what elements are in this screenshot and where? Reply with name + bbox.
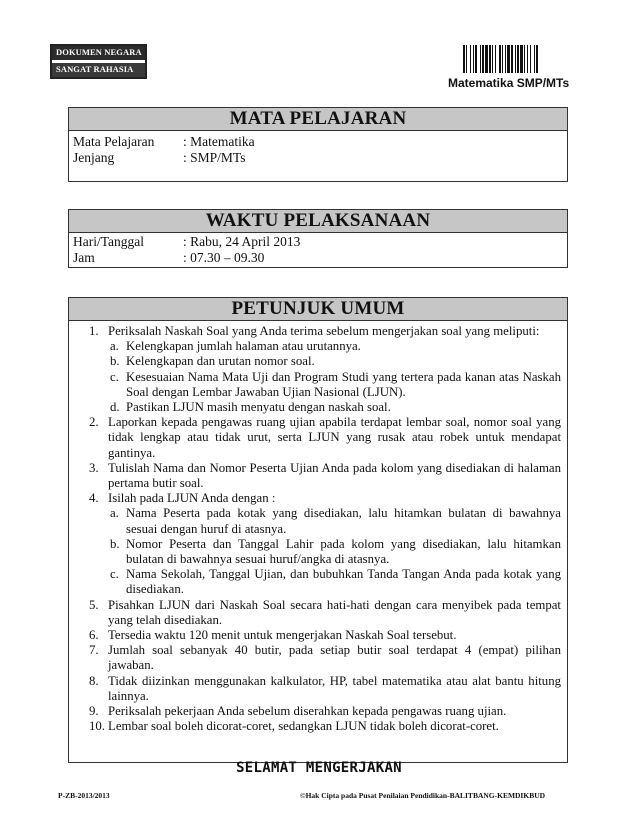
sub-text: Pastikan LJUN masih menyatu dengan naskah soal.	[126, 400, 391, 415]
item-text: Jumlah soal sebanyak 40 butir, pada setiap butir soal terdapat 4 (empat) pilihan jawaban.	[108, 643, 561, 673]
sub-text: Kelengkapan jumlah halaman atau urutannya.	[126, 339, 361, 354]
waktu-heading: WAKTU PELAKSANAAN	[69, 210, 567, 233]
item-number: 5.	[89, 597, 99, 612]
sub-item	[108, 370, 561, 400]
petunjuk-umum-box	[68, 297, 568, 763]
item-text: Tidak diizinkan menggunakan kalkulator, HP, tabel matematika atau alat bantu hitung lainnya.	[108, 673, 561, 703]
item-text: Tulislah Nama dan Nomor Peserta Ujian Anda pada kolom yang disediakan di halaman pertama butir soal.	[108, 460, 561, 491]
sub-item	[108, 339, 561, 354]
barcode-bar	[524, 45, 525, 73]
item-text: Periksalah Naskah Soal yang Anda terima sebelum mengerjakan soal yang meliputi:	[108, 324, 540, 338]
copyright-notice: ©Hak Cipta pada Pusat Penilaian Pendidikan-BALITBANG-KEMDIKBUD	[300, 791, 546, 800]
item-number: 7.	[89, 643, 99, 658]
instruction-item	[69, 415, 561, 461]
item-text: Laporkan kepada pengawas ruang ujian apabila terdapat lembar soal, nomor soal yang tidak lengkap atau tidak urut, serta LJUN yang rusak atau robek untuk mendapat gantinya.	[108, 415, 561, 460]
barcode-bar	[515, 45, 516, 73]
barcode-bar	[463, 45, 465, 73]
item-number: 6.	[89, 628, 99, 643]
subject-tag: Matematika SMP/MTs	[448, 76, 570, 90]
sub-text: Kesesuaian Nama Mata Uji dan Program Studi yang tertera pada kanan atas Naskah Soal dengan Lembar Jawaban Ujian Nasional (LJUN).	[126, 369, 561, 399]
instruction-item	[69, 598, 561, 628]
classification-stamp	[50, 44, 147, 79]
info-row	[69, 234, 567, 250]
sub-text: Nama Peserta pada kotak yang disediakan, lalu hitamkan bulatan di bawahnya sesuai dengan huruf di atasnya.	[126, 506, 561, 536]
info-value: : Matematika	[183, 134, 255, 149]
sub-text: Kelengkapan dan urutan nomor soal.	[126, 354, 315, 369]
instruction-item	[69, 324, 561, 415]
info-key: Jam	[73, 250, 95, 265]
barcode-bar	[495, 45, 496, 73]
item-text: Periksalah pekerjaan Anda sebelum diserahkan kepada pengawas ruang ujian.	[108, 704, 507, 719]
instruction-item	[69, 674, 561, 704]
waktu-pelaksanaan-box	[68, 209, 568, 268]
barcode-bar	[470, 45, 471, 73]
sub-letter: b.	[110, 354, 120, 369]
barcode-bar	[505, 45, 506, 73]
mata-pelajaran-box	[68, 107, 568, 182]
sub-item	[108, 354, 561, 369]
barcode-bar	[480, 45, 481, 73]
sub-letter: c.	[110, 369, 119, 384]
sub-text: Nomor Peserta dan Tanggal Lahir pada kolom yang disediakan, lalu hitamkan bulatan di bawahnya sesuai huruf/angka di atasnya.	[126, 536, 561, 567]
instruction-item	[69, 461, 561, 491]
barcode-bar	[485, 45, 488, 73]
instruction-item	[69, 704, 561, 719]
barcode-bar	[520, 45, 523, 73]
instruction-item	[69, 719, 561, 734]
barcode-bar	[502, 45, 503, 73]
info-key: Hari/Tanggal	[73, 234, 145, 249]
sub-list	[108, 506, 561, 597]
petunjuk-heading: PETUNJUK UMUM	[69, 298, 567, 321]
sub-letter: a.	[110, 339, 119, 354]
barcode-image	[463, 45, 587, 73]
barcode-bar	[517, 45, 519, 73]
info-key: Mata Pelajaran	[73, 134, 155, 149]
barcode-bar	[507, 45, 510, 73]
info-row	[69, 250, 567, 266]
item-text: Pisahkan LJUN dari Naskah Soal secara hati-hati dengan cara menyibek pada tempat yang telah disediakan.	[108, 597, 561, 627]
closing-greeting: SELAMAT MENGERJAKAN	[236, 760, 402, 776]
item-number: 10.	[89, 719, 105, 734]
info-value: : SMP/MTs	[183, 150, 246, 165]
stamp-line-2: SANGAT RAHASIA	[56, 64, 134, 74]
sub-item	[108, 537, 561, 567]
sub-item	[108, 506, 561, 536]
info-row	[69, 150, 567, 166]
barcode-bar	[527, 45, 528, 73]
instruction-item	[69, 491, 561, 597]
sub-letter: c.	[110, 567, 119, 582]
barcode-bar	[499, 45, 501, 73]
barcode-bar	[492, 45, 493, 73]
item-text: Lembar soal boleh dicorat-coret, sedangkan LJUN tidak boleh dicorat-coret.	[108, 719, 499, 734]
barcode-bar	[466, 45, 467, 73]
document-code: P-ZB-2013/2013	[58, 791, 110, 800]
info-key: Jenjang	[73, 150, 115, 165]
info-row	[69, 134, 567, 150]
item-number: 2.	[89, 415, 99, 430]
barcode-bar	[482, 45, 484, 73]
barcode-bar	[475, 45, 477, 73]
item-number: 3.	[89, 460, 99, 475]
sub-letter: d.	[110, 400, 120, 415]
sub-item	[108, 567, 561, 597]
item-number: 1.	[89, 324, 99, 338]
info-value: : Rabu, 24 April 2013	[183, 234, 301, 249]
sub-letter: b.	[110, 536, 120, 551]
instruction-item	[69, 628, 561, 643]
item-number: 9.	[89, 704, 99, 719]
barcode-bar	[534, 45, 535, 73]
stamp-line-1: DOKUMEN NEGARA	[52, 46, 145, 63]
barcode-bar	[473, 45, 474, 73]
barcode-bar	[530, 45, 531, 73]
barcode-bar	[489, 45, 491, 73]
sub-letter: a.	[110, 506, 119, 521]
barcode-bar	[511, 45, 513, 73]
barcode-bar	[536, 45, 538, 73]
instruction-list	[69, 321, 567, 734]
instruction-item	[69, 643, 561, 673]
mata-pelajaran-heading: MATA PELAJARAN	[69, 108, 567, 131]
sub-list	[108, 339, 561, 415]
item-text: Isilah pada LJUN Anda dengan :	[108, 491, 276, 506]
item-number: 4.	[89, 491, 99, 506]
item-text: Tersedia waktu 120 menit untuk mengerjakan Naskah Soal tersebut.	[108, 628, 457, 643]
sub-item	[108, 400, 561, 415]
info-value: : 07.30 – 09.30	[183, 250, 265, 265]
sub-text: Nama Sekolah, Tanggal Ujian, dan bubuhkan Tanda Tangan Anda pada kotak yang disediakan.	[126, 567, 561, 597]
item-number: 8.	[89, 673, 99, 688]
